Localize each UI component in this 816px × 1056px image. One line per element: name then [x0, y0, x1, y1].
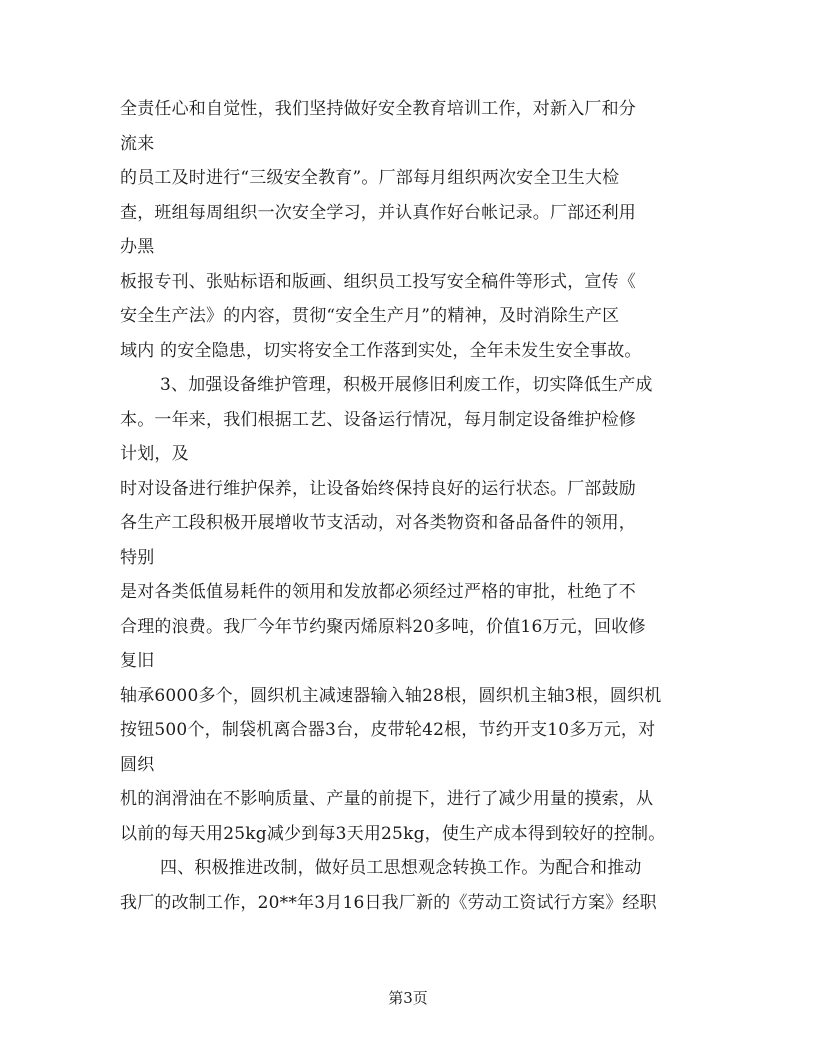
text-line: 3、加强设备维护管理，积极开展修旧利废工作，切实降低生产成: [160, 375, 653, 395]
text-line: 我厂的改制工作，20**年3月16日我厂新的《劳动工资试行方案》经职: [120, 892, 657, 913]
text-line: 四、积极推进改制，做好员工思想观念转换工作。为配合和推动: [160, 858, 642, 878]
text-line: 板报专刊、张贴标语和版画、组织员工投写安全稿件等形式，宣传《: [120, 271, 636, 292]
text-line: 以前的每天用25kg减少到每3天用25kg，使生产成本得到较好的控制。: [120, 823, 666, 844]
text-line: 的员工及时进行“三级安全教育”。厂部每月组织两次安全卫生大检: [120, 168, 620, 188]
text-line: 安全生产法》的内容，贯彻“安全生产月”的精神，及时消除生产区: [120, 306, 620, 326]
document-body: [120, 92, 700, 920]
text-line: 特别: [120, 547, 155, 568]
text-line: 时对设备进行维护保养，让设备始终保持良好的运行状态。厂部鼓励: [120, 478, 636, 499]
text-line: 流来: [120, 133, 155, 154]
text-line: 复旧: [120, 651, 155, 671]
text-line: 圆织: [120, 754, 155, 775]
text-line: 合理的浪费。我厂今年节约聚丙烯原料20多吨，价值16万元，回收修: [120, 616, 646, 637]
text-line: 计划，及: [120, 444, 189, 464]
text-line: 本。一年来，我们根据工艺、设备运行情况，每月制定设备维护检修: [120, 409, 636, 430]
text-line: 查，班组每周组织一次安全学习，并认真作好台帐记录。厂部还利用: [120, 202, 636, 223]
text-line: 是对各类低值易耗件的领用和发放都必须经过严格的审批，杜绝了不: [120, 582, 636, 602]
text-line: 轴承6000多个，圆织机主减速器输入轴28根，圆织机主轴3根，圆织机: [120, 685, 662, 706]
text-line: 域内 的安全隐患，切实将安全工作落到实处，全年未发生安全事故。: [120, 340, 642, 361]
text-line: 按钮500个，制袋机离合器3台，皮带轮42根，节约开支10多万元，对: [120, 720, 656, 740]
text-line: 全责任心和自觉性，我们坚持做好安全教育培训工作，对新入厂和分: [120, 99, 636, 119]
text-line: 办黑: [120, 237, 155, 257]
text-line: 机的润滑油在不影响质量、产量的前提下，进行了减少用量的摸索，从: [120, 789, 654, 809]
page-number: 第3页: [388, 989, 428, 1007]
text-line: 各生产工段积极开展增收节支活动，对各类物资和备品备件的领用，: [120, 513, 636, 533]
